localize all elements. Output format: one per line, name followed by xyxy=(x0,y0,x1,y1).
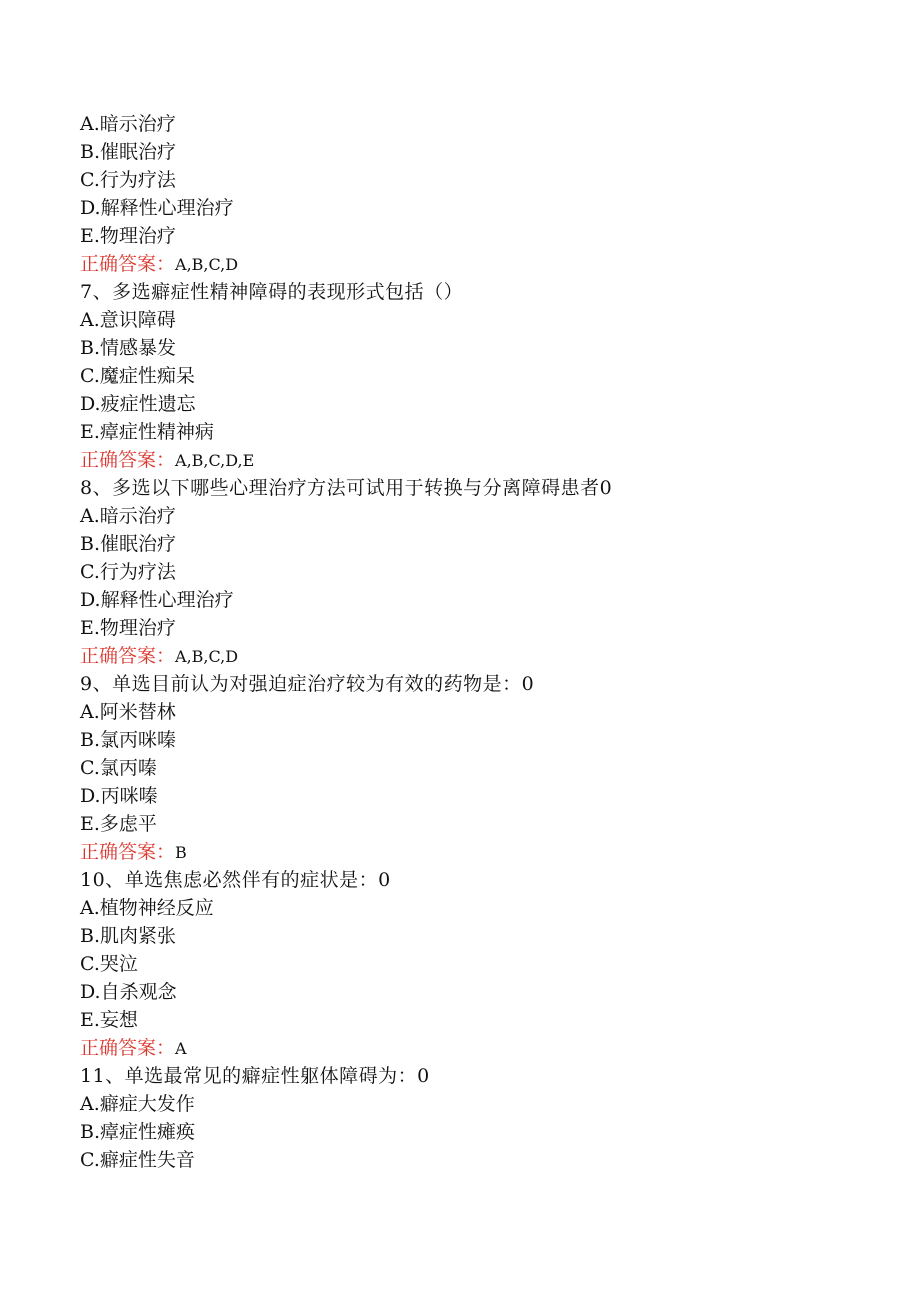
answer-label: 正确答案： xyxy=(80,449,176,471)
option-item: E.瘴症性精神病 xyxy=(80,421,214,443)
correct-answer xyxy=(80,1034,880,1062)
option-item: D.疲症性遗忘 xyxy=(80,393,196,415)
answer-label: 正确答案： xyxy=(80,645,176,667)
option-item: D.解释性心理治疗 xyxy=(80,589,234,611)
option-item: A.意识障碍 xyxy=(80,309,176,331)
option-item: D.解释性心理治疗 xyxy=(80,197,234,219)
question-block xyxy=(80,866,880,1062)
option-item: E.妄想 xyxy=(80,1009,138,1031)
question-block xyxy=(80,670,880,866)
answer-label: 正确答案： xyxy=(80,841,176,863)
answer-value: B xyxy=(175,843,187,862)
answer-label: 正确答案： xyxy=(80,253,176,275)
option-item: E.物理治疗 xyxy=(80,225,176,247)
option-item: D.丙咪嗪 xyxy=(80,785,158,807)
question-block xyxy=(80,110,880,278)
option-item: C.哭泣 xyxy=(80,953,138,975)
option-item: A.暗示治疗 xyxy=(80,505,176,527)
question-text: 9、单选目前认为对强迫症治疗较为有效的药物是：0 xyxy=(80,673,535,695)
option-item: C.氯丙嗪 xyxy=(80,757,157,779)
option-item: E.物理治疗 xyxy=(80,617,176,639)
option-item: A.植物神经反应 xyxy=(80,897,214,919)
option-item: C.魔症性痴呆 xyxy=(80,365,195,387)
option-item: E.多虑平 xyxy=(80,813,157,835)
correct-answer xyxy=(80,250,880,278)
option-item: B.瘴症性瘫痪 xyxy=(80,1121,196,1143)
answer-value: A,B,C,D xyxy=(175,647,239,666)
correct-answer xyxy=(80,446,880,474)
answer-value: A,B,C,D,E xyxy=(175,451,255,470)
document-page xyxy=(80,110,880,1174)
option-item: A.阿米替林 xyxy=(80,701,176,723)
answer-label: 正确答案： xyxy=(80,1037,176,1059)
question-block xyxy=(80,278,880,474)
question-block xyxy=(80,474,880,670)
option-item: B.肌肉紧张 xyxy=(80,925,177,947)
option-item: B.氯丙咪嗪 xyxy=(80,729,177,751)
answer-value: A xyxy=(175,1039,187,1058)
option-item: A.癖症大发作 xyxy=(80,1093,195,1115)
option-item: B.催眠治疗 xyxy=(80,141,177,163)
correct-answer xyxy=(80,838,880,866)
option-item: A.暗示治疗 xyxy=(80,113,176,135)
question-text: 8、多选以下哪些心理治疗方法可试用于转换与分离障碍患者0 xyxy=(80,477,613,499)
option-item: B.情感暴发 xyxy=(80,337,177,359)
option-item: D.自杀观念 xyxy=(80,981,177,1003)
question-text: 7、多选癖症性精神障碍的表现形式包括（） xyxy=(80,281,464,303)
question-block xyxy=(80,1062,880,1174)
question-text: 10、单选焦虑必然伴有的症状是：0 xyxy=(80,869,391,891)
option-item: C.癖症性失音 xyxy=(80,1149,195,1171)
question-text: 11、单选最常见的癖症性躯体障碍为：0 xyxy=(80,1065,430,1087)
option-item: C.行为疗法 xyxy=(80,561,176,583)
answer-value: A,B,C,D xyxy=(175,255,239,274)
option-item: C.行为疗法 xyxy=(80,169,176,191)
correct-answer xyxy=(80,642,880,670)
option-item: B.催眠治疗 xyxy=(80,533,177,555)
